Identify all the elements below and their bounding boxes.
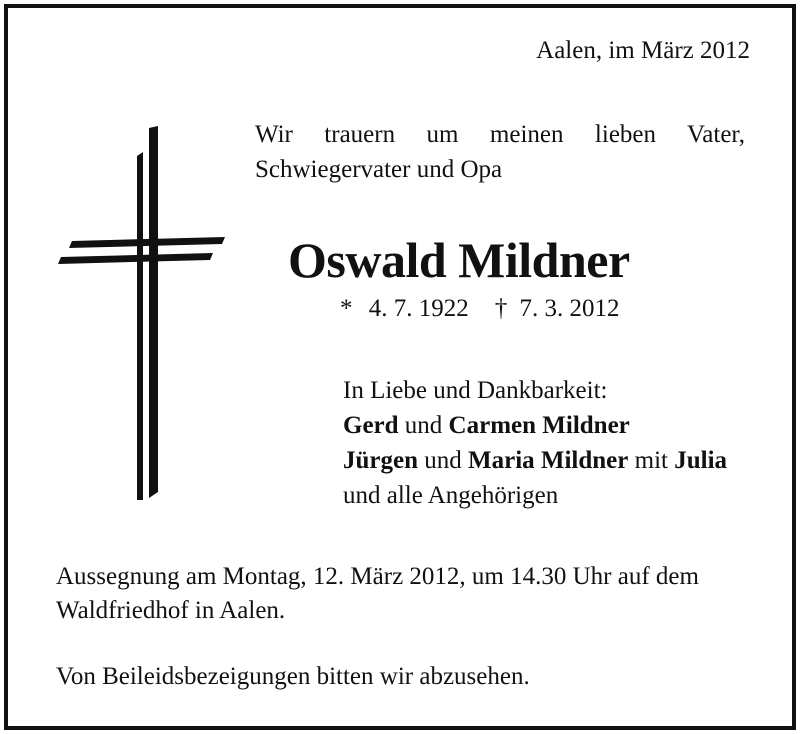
- mourners-line-2: [343, 443, 727, 478]
- mourner-name: Julia: [674, 447, 728, 474]
- closing-text: Von Beileidsbezeigungen bitten wir abzusehen.: [56, 663, 530, 690]
- mourners-line-3: und alle Angehörigen: [343, 482, 559, 509]
- mourner-name: Gerd: [343, 412, 399, 439]
- ceremony-text: Aussegnung am Montag, 12. März 2012, um 14.30 Uhr auf dem Waldfriedhof in Aalen.: [56, 563, 699, 624]
- birth-date: 4. 7. 1922: [368, 295, 469, 322]
- mourners-block: [343, 373, 727, 513]
- death-date: 7. 3. 2012: [519, 295, 620, 322]
- mourner-conjunction: mit: [634, 447, 668, 474]
- mourner-conjunction: und: [404, 412, 443, 439]
- intro-line-1: Wir trauern um meinen lieben Vater,: [255, 121, 745, 148]
- place-date: Aalen, im März 2012: [536, 37, 750, 64]
- mourners-heading: In Liebe und Dankbarkeit:: [343, 377, 608, 404]
- death-symbol: †: [494, 295, 508, 322]
- life-dates: [340, 294, 620, 324]
- mourner-name: Carmen Mildner: [448, 412, 630, 439]
- mourners-line-1: [343, 408, 727, 443]
- mourner-name: Maria Mildner: [468, 447, 629, 474]
- birth-symbol: *: [340, 295, 353, 322]
- intro-line-2: Schwiegervater und Opa: [255, 156, 503, 183]
- mourner-name: Jürgen: [343, 447, 418, 474]
- cross-icon: [56, 126, 228, 500]
- deceased-name: Oswald Mildner: [288, 232, 630, 288]
- intro-text: [255, 117, 745, 187]
- mourner-conjunction: und: [424, 447, 462, 474]
